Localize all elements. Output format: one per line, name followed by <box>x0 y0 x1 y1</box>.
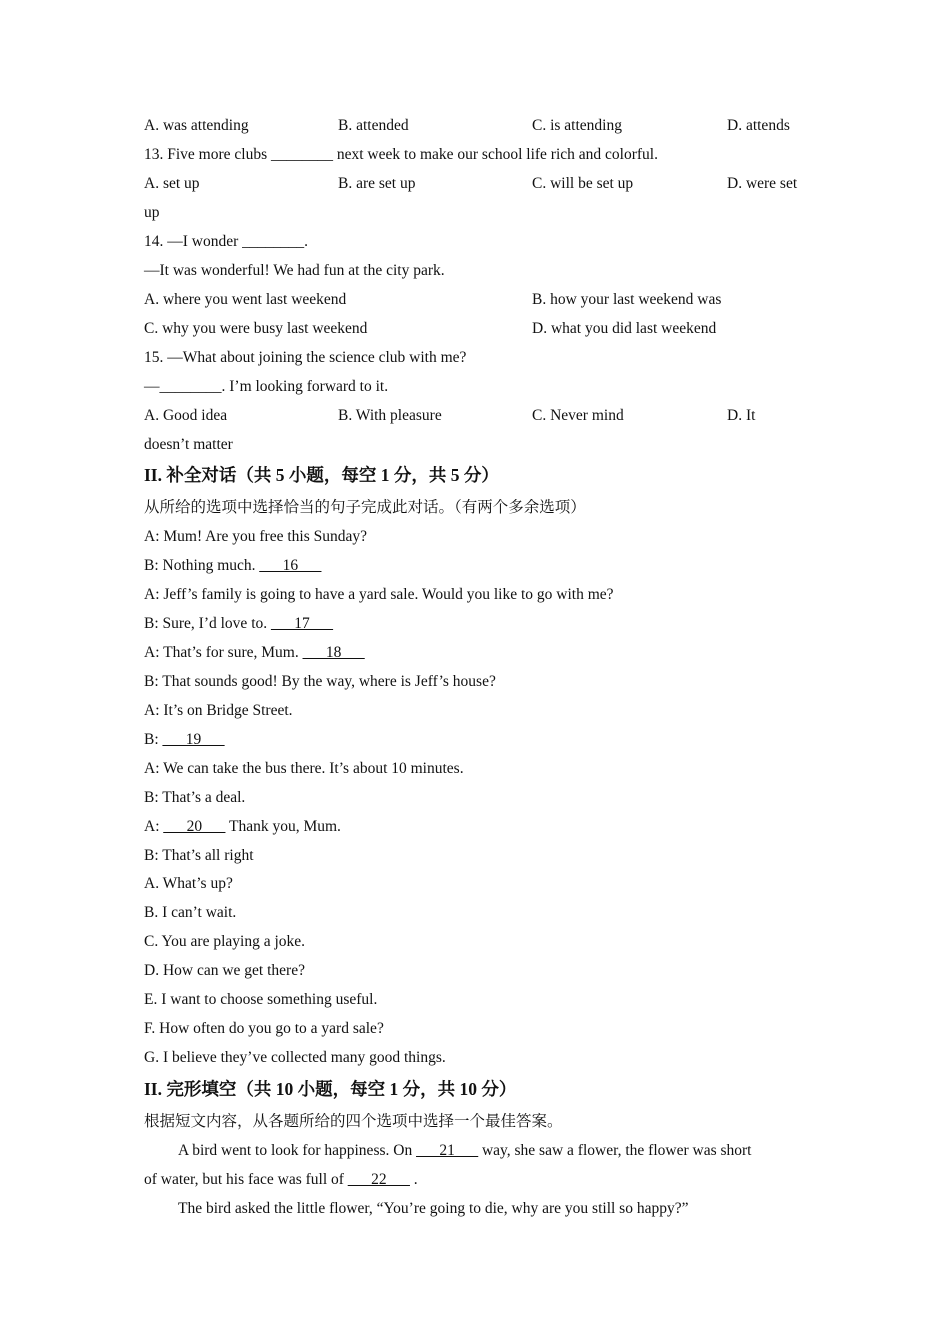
blank-22: ___22___ <box>347 1171 410 1188</box>
q13-stem: 13. Five more clubs ________ next week to make our school life rich and colorful. <box>144 146 658 163</box>
section-heading-dialogue: II. 补全对话（共 5 小题，每空 1 分，共 5 分） <box>144 465 499 485</box>
q14-option-b: B. how your last weekend was <box>532 291 722 308</box>
q15-option-b: B. With pleasure <box>338 407 442 424</box>
q13-option-d: D. were set <box>727 175 798 192</box>
q14-stem: 14. —I wonder ________. <box>144 233 309 250</box>
dialogue-line: A: That’s for sure, Mum. ___18___ <box>144 644 365 661</box>
blank-21: ___21___ <box>416 1142 479 1159</box>
dialogue-line: B: Nothing much. ___16___ <box>144 557 322 574</box>
section-instruction-dialogue: 从所给的选项中选择恰当的句子完成此对话。（有两个多余选项） <box>144 499 586 516</box>
dialogue-blank: ___17___ <box>271 615 333 632</box>
q13-option-a: A. set up <box>144 175 200 192</box>
dialogue-choice: G. I believe they’ve collected many good things. <box>144 1049 446 1066</box>
dialogue-line: B: That’s all right <box>144 847 254 864</box>
dialogue-line: A: We can take the bus there. It’s about 10 minutes. <box>144 760 464 777</box>
q15-option-a: A. Good idea <box>144 407 228 424</box>
q15-option-d: D. It <box>727 407 756 424</box>
q12-option-d: D. attends <box>727 117 790 134</box>
dialogue-blank: ___20___ <box>163 818 226 835</box>
dialogue-choice: F. How often do you go to a yard sale? <box>144 1020 384 1037</box>
dialogue-blank: ___18___ <box>302 644 365 661</box>
q13-option-d-wrap: up <box>144 204 160 221</box>
section-heading-cloze: II. 完形填空（共 10 小题，每空 1 分，共 10 分） <box>144 1079 517 1099</box>
q14-option-d: D. what you did last weekend <box>532 320 717 337</box>
q14-option-c: C. why you were busy last weekend <box>144 320 368 337</box>
cloze-paragraph-1-line-1: A bird went to look for happiness. On ___21___ way, she saw a flower, the flower was short <box>178 1142 752 1159</box>
dialogue-line: B: That’s a deal. <box>144 789 246 806</box>
dialogue-line: B: That sounds good! By the way, where is Jeff’s house? <box>144 673 496 690</box>
q15-reply: —________. I’m looking forward to it. <box>144 378 389 395</box>
dialogue-choice: B. I can’t wait. <box>144 904 237 921</box>
cloze-paragraph-2: The bird asked the little flower, “You’re going to die, why are you still so happy?” <box>178 1200 689 1217</box>
q14-reply: —It was wonderful! We had fun at the city park. <box>144 262 445 279</box>
dialogue-blank: ___19___ <box>162 731 225 748</box>
dialogue-choice: C. You are playing a joke. <box>144 933 306 950</box>
q15-option-d-wrap: doesn’t matter <box>144 436 233 453</box>
dialogue-line: A: It’s on Bridge Street. <box>144 702 293 719</box>
dialogue-line: B: Sure, I’d love to. ___17___ <box>144 615 333 632</box>
dialogue-line: A: ___20___ Thank you, Mum. <box>144 818 341 835</box>
q13-option-c: C. will be set up <box>532 175 634 192</box>
dialogue-choice: A. What’s up? <box>144 875 233 892</box>
dialogue-line: B: ___19___ <box>144 731 225 748</box>
cloze-paragraph-1-line-2: of water, but his face was full of ___22___ . <box>144 1171 418 1188</box>
q12-option-c: C. is attending <box>532 117 622 134</box>
q12-option-a: A. was attending <box>144 117 249 134</box>
dialogue-choice: D. How can we get there? <box>144 962 305 979</box>
q15-option-c: C. Never mind <box>532 407 624 424</box>
dialogue-line: A: Jeff’s family is going to have a yard sale. Would you like to go with me? <box>144 586 614 603</box>
q13-option-b: B. are set up <box>338 175 416 192</box>
q15-stem: 15. —What about joining the science club with me? <box>144 349 467 366</box>
section-instruction-cloze: 根据短文内容，从各题所给的四个选项中选择一个最佳答案。 <box>144 1113 563 1130</box>
dialogue-line: A: Mum! Are you free this Sunday? <box>144 528 367 545</box>
dialogue-blank: ___16___ <box>259 557 322 574</box>
q14-option-a: A. where you went last weekend <box>144 291 347 308</box>
q12-option-b: B. attended <box>338 117 409 134</box>
dialogue-choice: E. I want to choose something useful. <box>144 991 378 1008</box>
